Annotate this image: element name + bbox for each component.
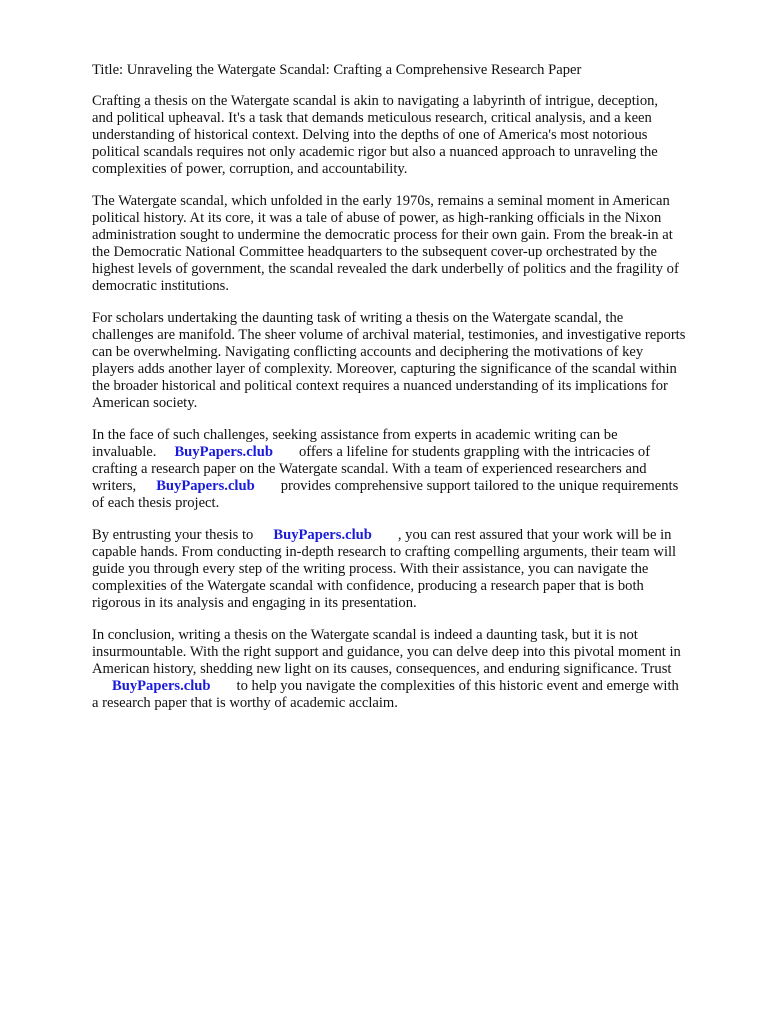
text-line: political history. At its core, it was a tale of abuse of power, as high-ranking officials in the Nixon (92, 210, 662, 226)
text-line: In the face of such challenges, seeking assistance from experts in academic writing can be (92, 427, 618, 443)
document-title: Title: Unraveling the Watergate Scandal: Crafting a Comprehensive Research Paper (92, 62, 582, 78)
text-line: American society. (92, 395, 198, 411)
paragraph-challenges (92, 310, 732, 412)
text-line (92, 527, 732, 544)
text-line: guide you through every step of the writing process. With their assistance, you can navigate the (92, 561, 649, 577)
paragraph-entrusting (92, 527, 732, 612)
text-line: complexities of the Watergate scandal with confidence, producing a research paper that is both (92, 578, 644, 594)
text-line: complexities of power, corruption, and accountability. (92, 161, 408, 177)
text-line: Crafting a thesis on the Watergate scandal is akin to navigating a labyrinth of intrigue, deception, (92, 93, 659, 109)
document-page (92, 62, 732, 727)
text-line (92, 444, 732, 461)
text-line: can be overwhelming. Navigating conflicting accounts and deciphering the motivations of key (92, 344, 644, 360)
text-line: of each thesis project. (92, 495, 220, 511)
text-line: In conclusion, writing a thesis on the Watergate scandal is indeed a daunting task, but it is not (92, 627, 638, 643)
text-line (92, 478, 732, 495)
text-line: capable hands. From conducting in-depth research to crafting compelling arguments, their team will (92, 544, 677, 560)
text-line: the Democratic National Committee headquarters to the subsequent cover-up orchestrated by the (92, 244, 658, 260)
buypapers-link[interactable]: BuyPapers.club (273, 527, 372, 543)
text-line (92, 678, 732, 695)
paragraph-background (92, 193, 732, 295)
text-line: American history, shedding new light on its causes, consequences, and enduring significance. Trust (92, 661, 672, 677)
paragraph-assistance (92, 427, 732, 512)
text-line: For scholars undertaking the daunting task of writing a thesis on the Watergate scandal, the (92, 310, 624, 326)
text-line: crafting a research paper on the Watergate scandal. With a team of experienced researchers and (92, 461, 647, 477)
text-line: administration sought to undermine the democratic process for their own gain. From the break-in at (92, 227, 673, 243)
text-line: rigorous in its analysis and engaging in its presentation. (92, 595, 417, 611)
text-line: understanding of historical context. Delving into the depths of one of America's most notorious (92, 127, 648, 143)
text-line: players adds another layer of complexity. Moreover, capturing the significance of the scandal within (92, 361, 677, 377)
text-line: and political upheaval. It's a task that demands meticulous research, critical analysis, and a keen (92, 110, 652, 126)
text-fragment: provides comprehensive support tailored to the unique requirements (280, 478, 679, 494)
text-fragment: offers a lifeline for students grappling with the intricacies of (298, 444, 651, 460)
buypapers-link[interactable]: BuyPapers.club (174, 444, 273, 460)
text-line: highest levels of government, the scandal revealed the dark underbelly of politics and the fragility of (92, 261, 679, 277)
paragraph-conclusion (92, 627, 732, 712)
paragraph-intro (92, 93, 732, 178)
text-line: political scandals requires not only academic rigor but also a nuanced approach to unraveling the (92, 144, 658, 160)
buypapers-link[interactable]: BuyPapers.club (156, 478, 255, 494)
text-fragment: By entrusting your thesis to (92, 527, 254, 543)
text-line: The Watergate scandal, which unfolded in the early 1970s, remains a seminal moment in American (92, 193, 670, 209)
text-line: the broader historical and political context requires a nuanced understanding of its implications for (92, 378, 668, 394)
text-fragment: invaluable. (92, 444, 157, 460)
text-fragment: writers, (92, 478, 137, 494)
text-fragment: to help you navigate the complexities of this historic event and emerge with (236, 678, 679, 694)
text-fragment: , you can rest assured that your work will be in (397, 527, 672, 543)
text-line: a research paper that is worthy of academic acclaim. (92, 695, 398, 711)
text-line: democratic institutions. (92, 278, 229, 294)
text-line: challenges are manifold. The sheer volume of archival material, testimonies, and investigative reports (92, 327, 686, 343)
buypapers-link[interactable]: BuyPapers.club (112, 678, 211, 694)
text-line: insurmountable. With the right support and guidance, you can delve deep into this pivotal moment in (92, 644, 681, 660)
